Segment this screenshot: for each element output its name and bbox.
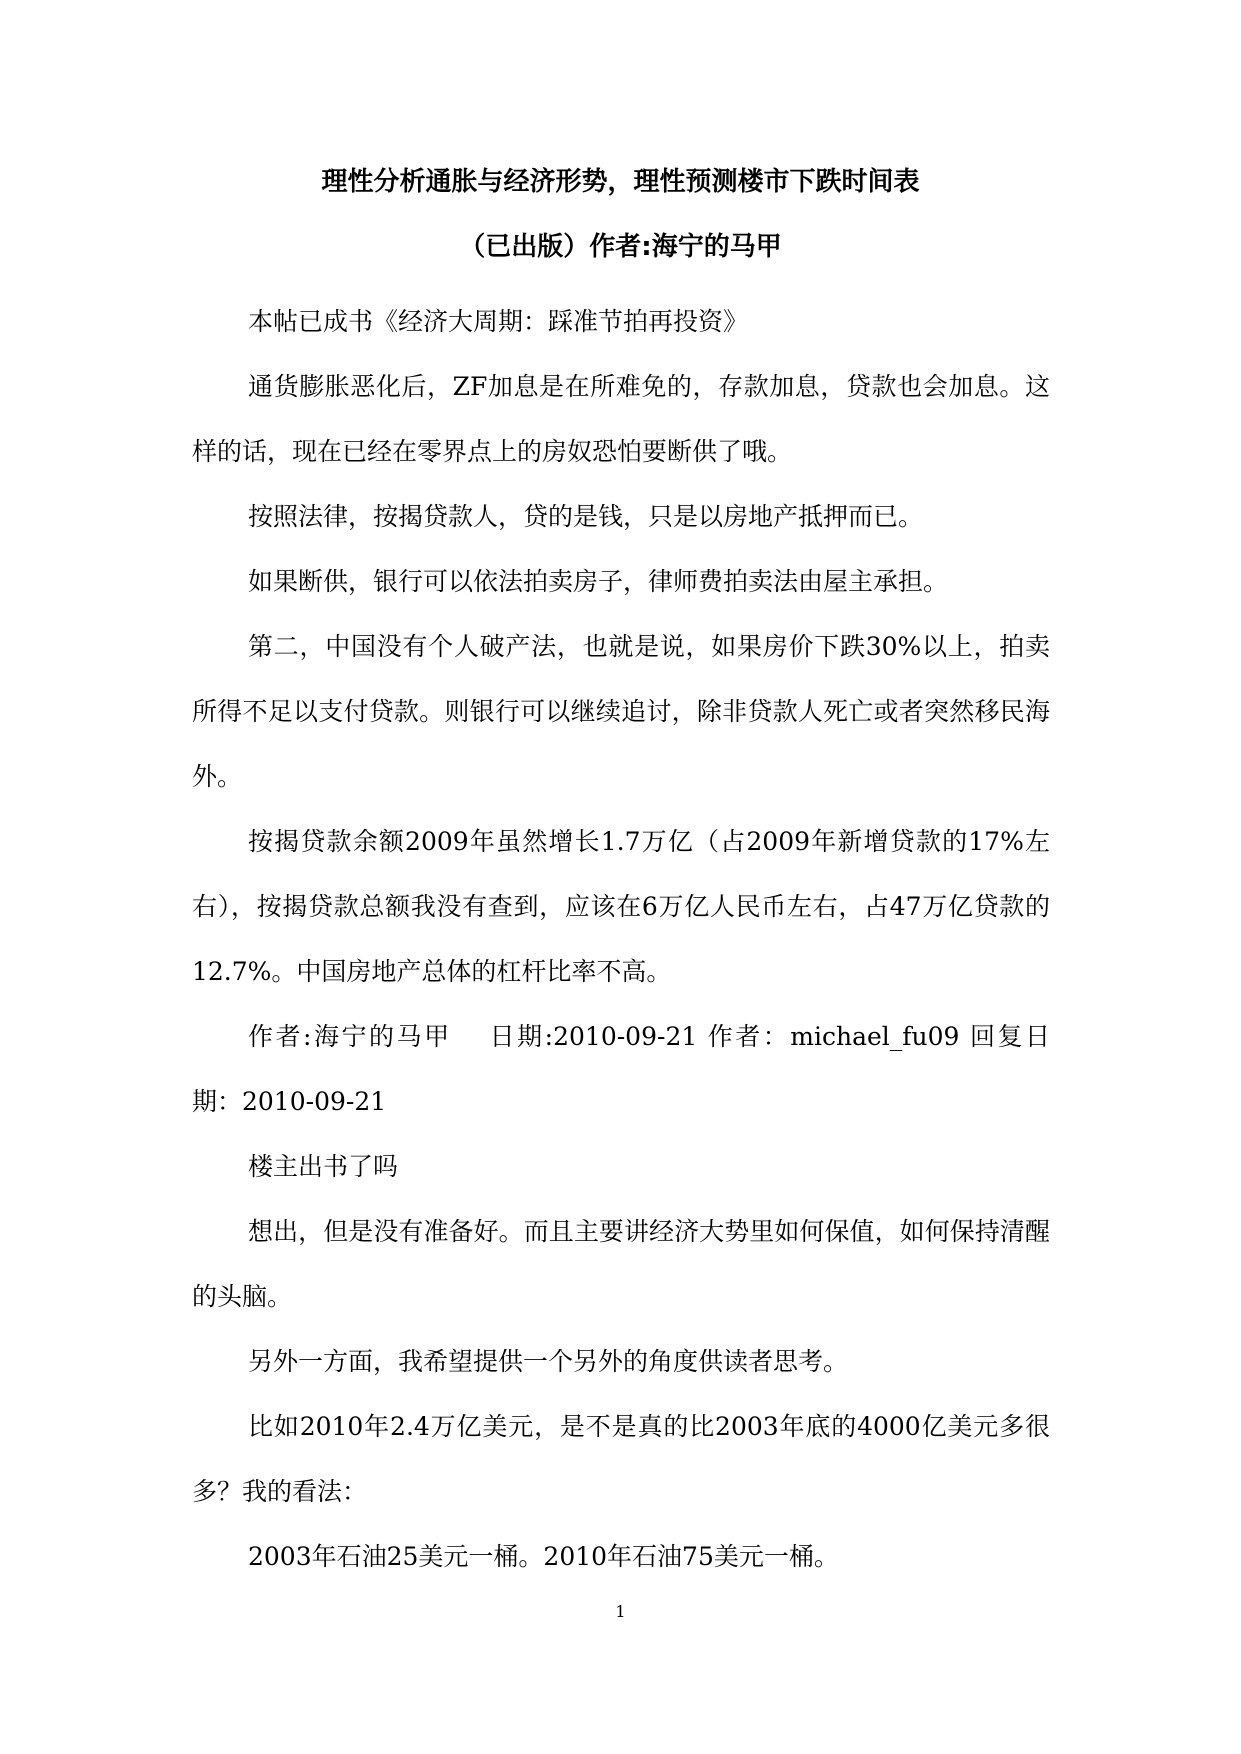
paragraph-reply-answer: 想出，但是没有准备好。而且主要讲经济大势里如何保值，如何保持清醒的头脑。 <box>192 1217 1050 1311</box>
paragraph-perspective: 另外一方面，我希望提供一个另外的角度供读者思考。 <box>248 1347 849 1376</box>
paragraph-foreclosure: 如果断供，银行可以依法拍卖房子，律师费拍卖法由屋主承担。 <box>248 567 949 596</box>
document-body <box>192 289 1050 1589</box>
document-title: 理性分析通胀与经济形势，理性预测楼市下跌时间表 <box>321 167 920 197</box>
document-subtitle: （已出版）作者:海宁的马甲 <box>459 232 782 262</box>
page-number: 1 <box>615 1602 626 1621</box>
paragraph-reply-question: 楼主出书了吗 <box>248 1152 399 1181</box>
paragraph-usd-comparison: 比如2010年2.4万亿美元，是不是真的比2003年底的4000亿美元多很多？我的看法： <box>192 1412 1050 1506</box>
paragraph-bankruptcy-law: 第二，中国没有个人破产法，也就是说，如果房价下跌30%以上，拍卖所得不足以支付贷款。则银行可以继续追讨，除非贷款人死亡或者突然移民海外。 <box>192 632 1050 791</box>
paragraph-mortgage-law: 按照法律，按揭贷款人，贷的是钱，只是以房地产抵押而已。 <box>248 502 924 531</box>
paragraph-mortgage-balance: 按揭贷款余额2009年虽然增长1.7万亿（占2009年新增贷款的17%左右），按揭贷款总额我没有查到，应该在6万亿人民币左右，占47万亿贷款的12.7%。中国房地产总体的杠杆比率不高。 <box>192 827 1050 986</box>
paragraph-book-notice: 本帖已成书《经济大周期：踩准节拍再投资》 <box>248 307 749 336</box>
paragraph-post-meta: 作者:海宁的马甲 日期:2010-09-21 作者：michael_fu09 回复日期：2010-09-21 <box>192 1022 1050 1116</box>
paragraph-inflation: 通货膨胀恶化后，ZF加息是在所难免的，存款加息，贷款也会加息。这样的话，现在已经在零界点上的房奴恐怕要断供了哦。 <box>192 372 1050 466</box>
paragraph-oil-price: 2003年石油25美元一桶。2010年石油75美元一桶。 <box>248 1542 839 1571</box>
